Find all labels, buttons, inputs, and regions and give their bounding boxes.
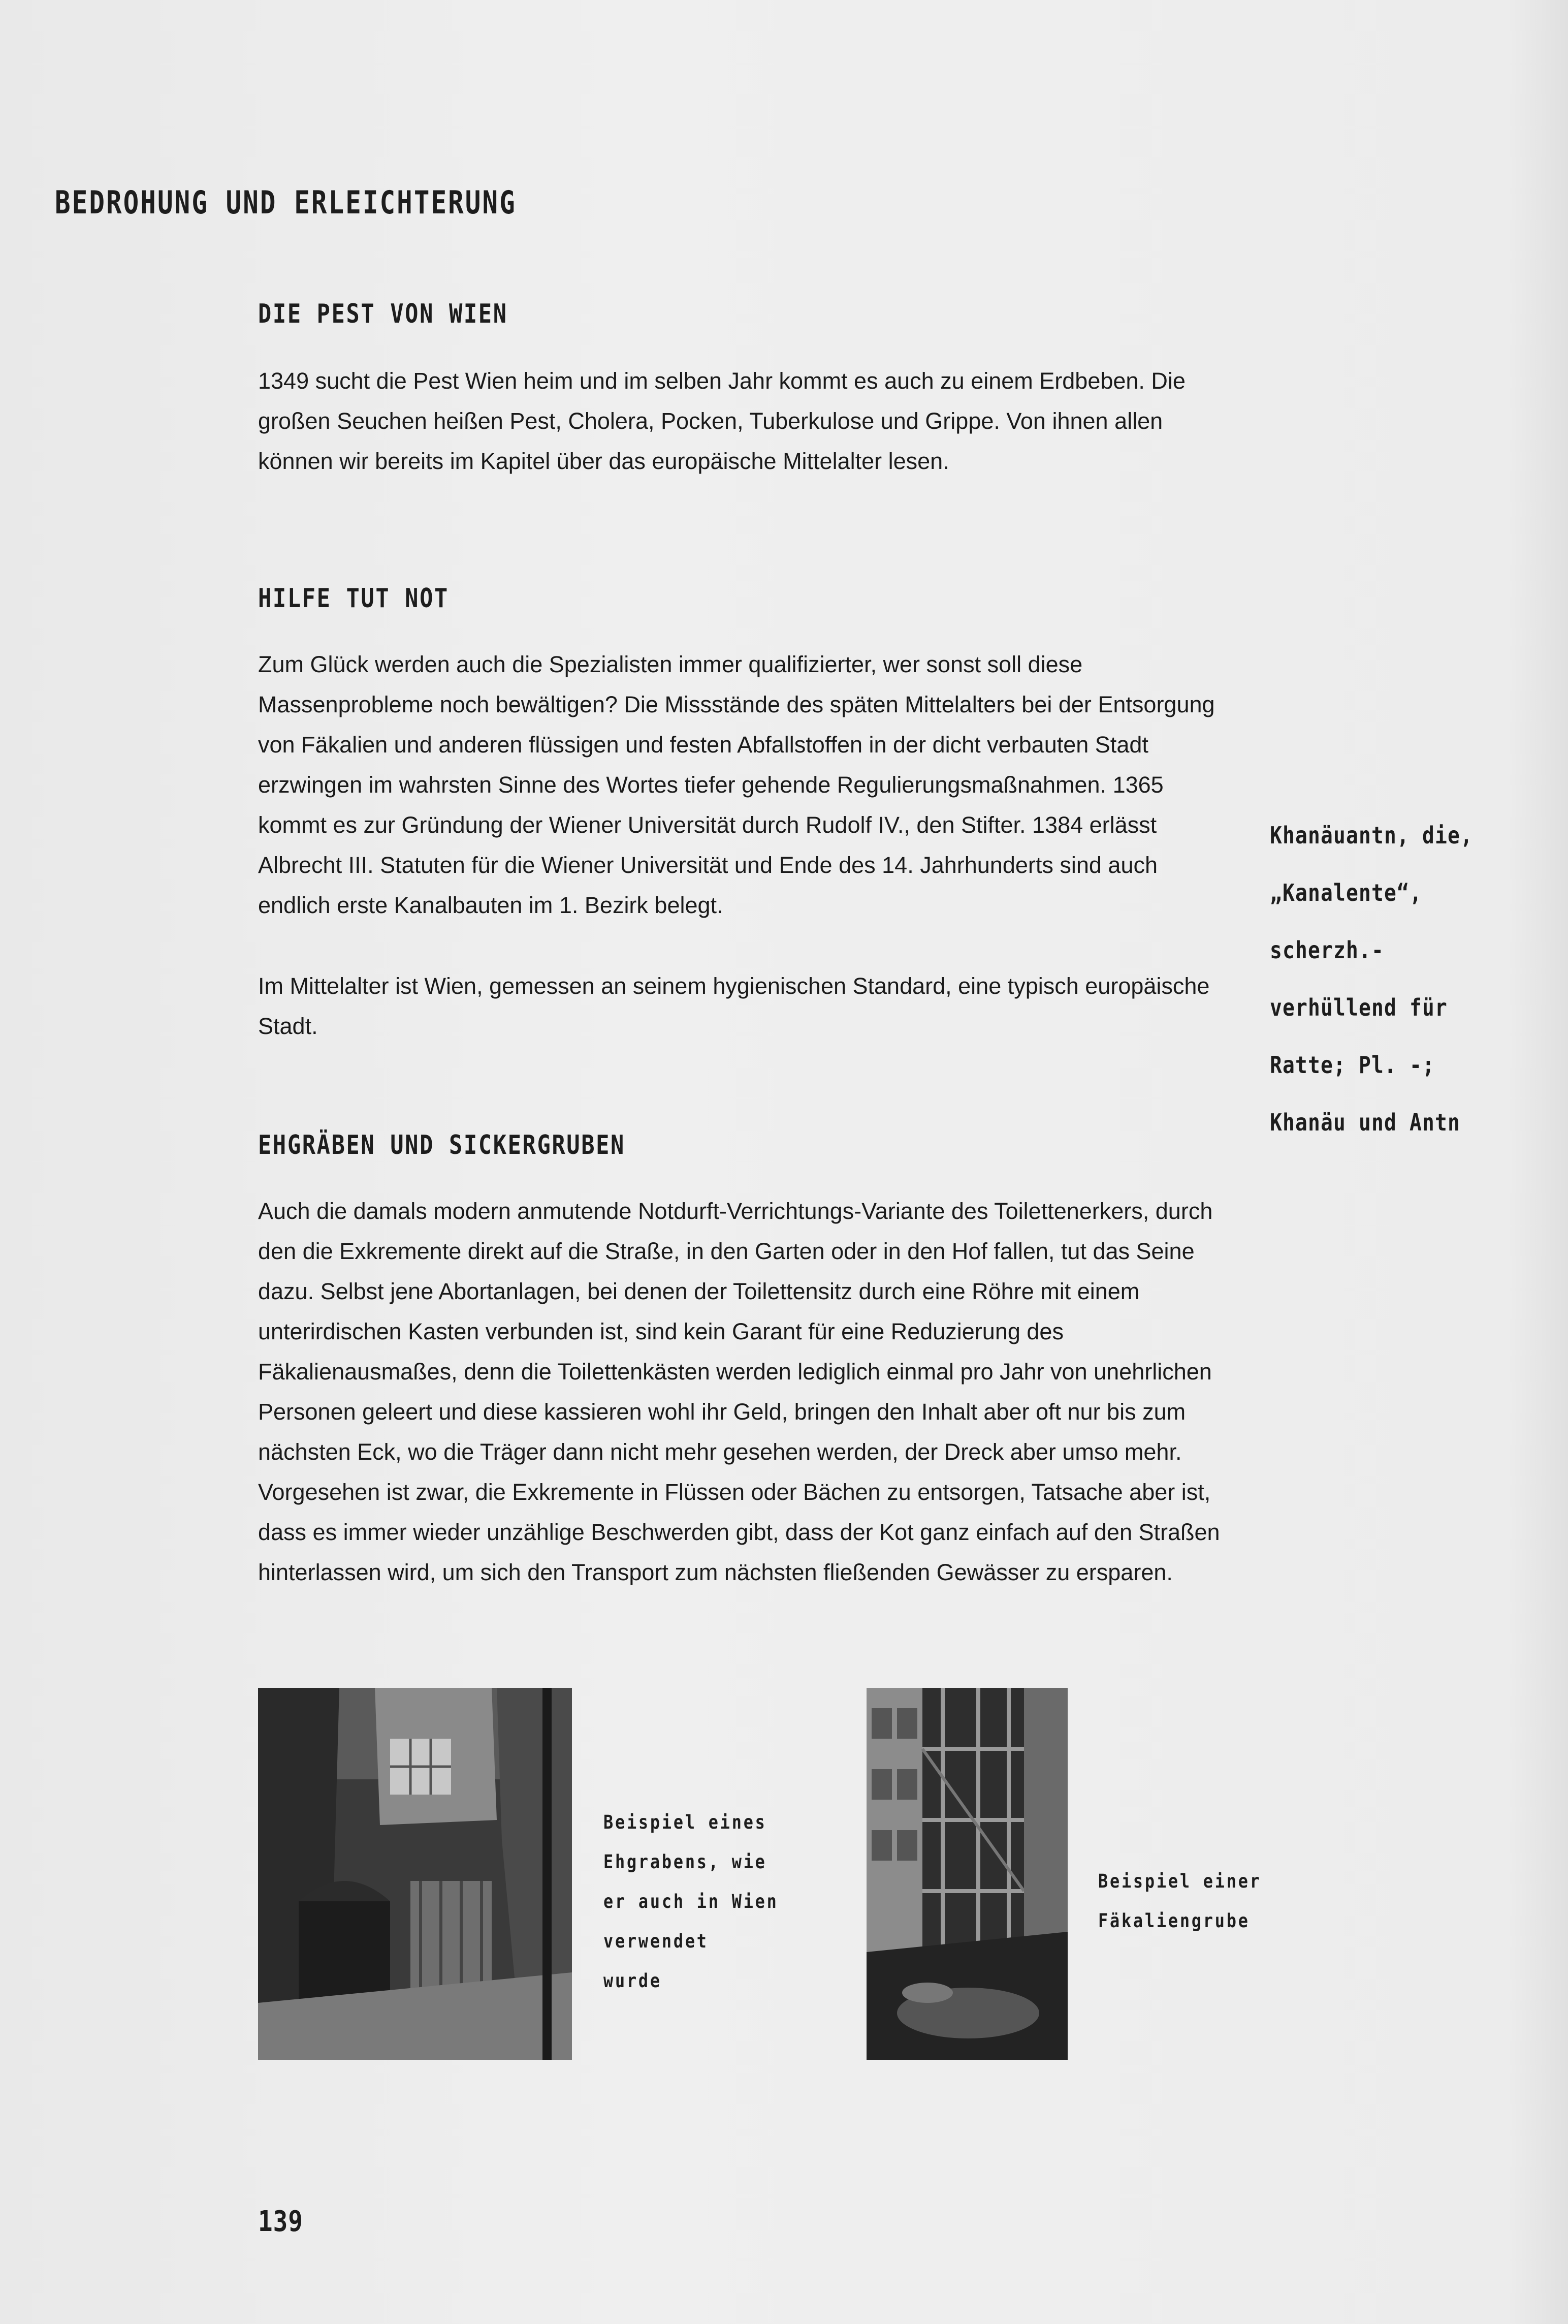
caption-line: Beispiel einer bbox=[1098, 1870, 1262, 1892]
glossary-note bbox=[1270, 807, 1497, 1151]
ehgraben-caption bbox=[603, 1803, 779, 2001]
paragraph: Auch die damals modern anmutende Notdurft-Verrichtungs-Variante des Toilettenerkers, durch den die Exkremente direkt auf die Straße, in den Garten oder in den Hof fallen, tut das Seine dazu. Selbst jene Abortanlagen, bei denen der Toilettensitz durch eine Röhre mit einem unterirdischen Kasten verbunden ist, sind kein Garant für eine Reduzierung des Fäkalienausmaßes, denn die Toilettenkästen werden lediglich einmal pro Jahr von unehrlichen Personen geleert und diese kassieren wohl ihr Geld, bringen den Inhalt aber oft nur bis zum nächsten Eck, wo die Träger dann nicht mehr gesehen werden, der Dreck aber umso mehr. Vorgesehen ist zwar, die Exkremente in Flüssen oder Bächen zu entsorgen, Tatsache aber ist, dass es immer wieder unzählige Beschwerden gibt, dass der Kot ganz einfach auf den Straßen hinterlassen wird, um sich den Transport zum nächsten fließenden Gewässer zu ersparen. bbox=[258, 1198, 1220, 1585]
facing-page-bleed bbox=[1507, 0, 1568, 2324]
section-heading-ehgraeben: EHGRÄBEN UND SICKERGRUBEN bbox=[258, 1130, 625, 1160]
caption-line: er auch in Wien bbox=[603, 1891, 779, 1912]
paragraph: Zum Glück werden auch die Spezialisten immer qualifizierter, wer sonst soll diese Massenprobleme noch bewältigen? Die Missstände des späten Mittelalters bei der Entsorgung von Fäkalien und anderen flüssigen und festen Abfallstoffen in der dicht verbauten Stadt erzwingen im wahrsten Sinne des Wortes tiefer gehende Regulierungsmaßnahmen. 1365 kommt es zur Gründung der Wiener Universität durch Rudolf IV., den Stifter. 1384 erlässt Albrecht III. Statuten für die Wiener Universität und Ende des 14. Jahrhunderts sind auch endlich erste Kanalbauten im 1. Bezirk belegt. bbox=[258, 651, 1215, 918]
glossary-line: Ratte; Pl. -; bbox=[1270, 1051, 1435, 1079]
caption-line: Beispiel eines bbox=[603, 1811, 767, 1833]
caption-line: Ehgrabens, wie bbox=[603, 1851, 767, 1873]
faekaliengrube-photo bbox=[867, 1688, 1068, 2060]
glossary-line: verhüllend für bbox=[1270, 994, 1448, 1021]
glossary-line: Khanäu und Antn bbox=[1270, 1109, 1461, 1136]
glossary-line: scherzh.- bbox=[1270, 936, 1385, 964]
caption-line: verwendet bbox=[603, 1930, 709, 1952]
paragraph: 1349 sucht die Pest Wien heim und im selben Jahr kommt es auch zu einem Erdbeben. Die großen Seuchen heißen Pest, Cholera, Pocken, Tuberkulose und Grippe. Von ihnen allen können wir bereits im Kapitel über das europäische Mittelalter lesen. bbox=[258, 368, 1186, 474]
faekaliengrube-caption bbox=[1098, 1862, 1262, 1941]
caption-line: Fäkaliengrube bbox=[1098, 1910, 1250, 1932]
page-number: 139 bbox=[258, 2205, 303, 2238]
section-body-hilfe bbox=[258, 644, 1223, 1046]
section-body-ehgraeben bbox=[258, 1191, 1223, 1592]
section-heading-pest: DIE PEST VON WIEN bbox=[258, 299, 508, 329]
chapter-title: BEDROHUNG UND ERLEICHTERUNG bbox=[55, 184, 517, 221]
caption-line: wurde bbox=[603, 1970, 662, 1992]
ehgraben-photo bbox=[258, 1688, 572, 2060]
paragraph: Im Mittelalter ist Wien, gemessen an seinem hygienischen Standard, eine typisch europäische Stadt. bbox=[258, 973, 1210, 1039]
glossary-line: Khanäuantn, die, bbox=[1270, 822, 1474, 849]
section-body-pest bbox=[258, 361, 1223, 481]
section-heading-hilfe: HILFE TUT NOT bbox=[258, 583, 449, 614]
glossary-line: „Kanalente“, bbox=[1270, 879, 1423, 906]
